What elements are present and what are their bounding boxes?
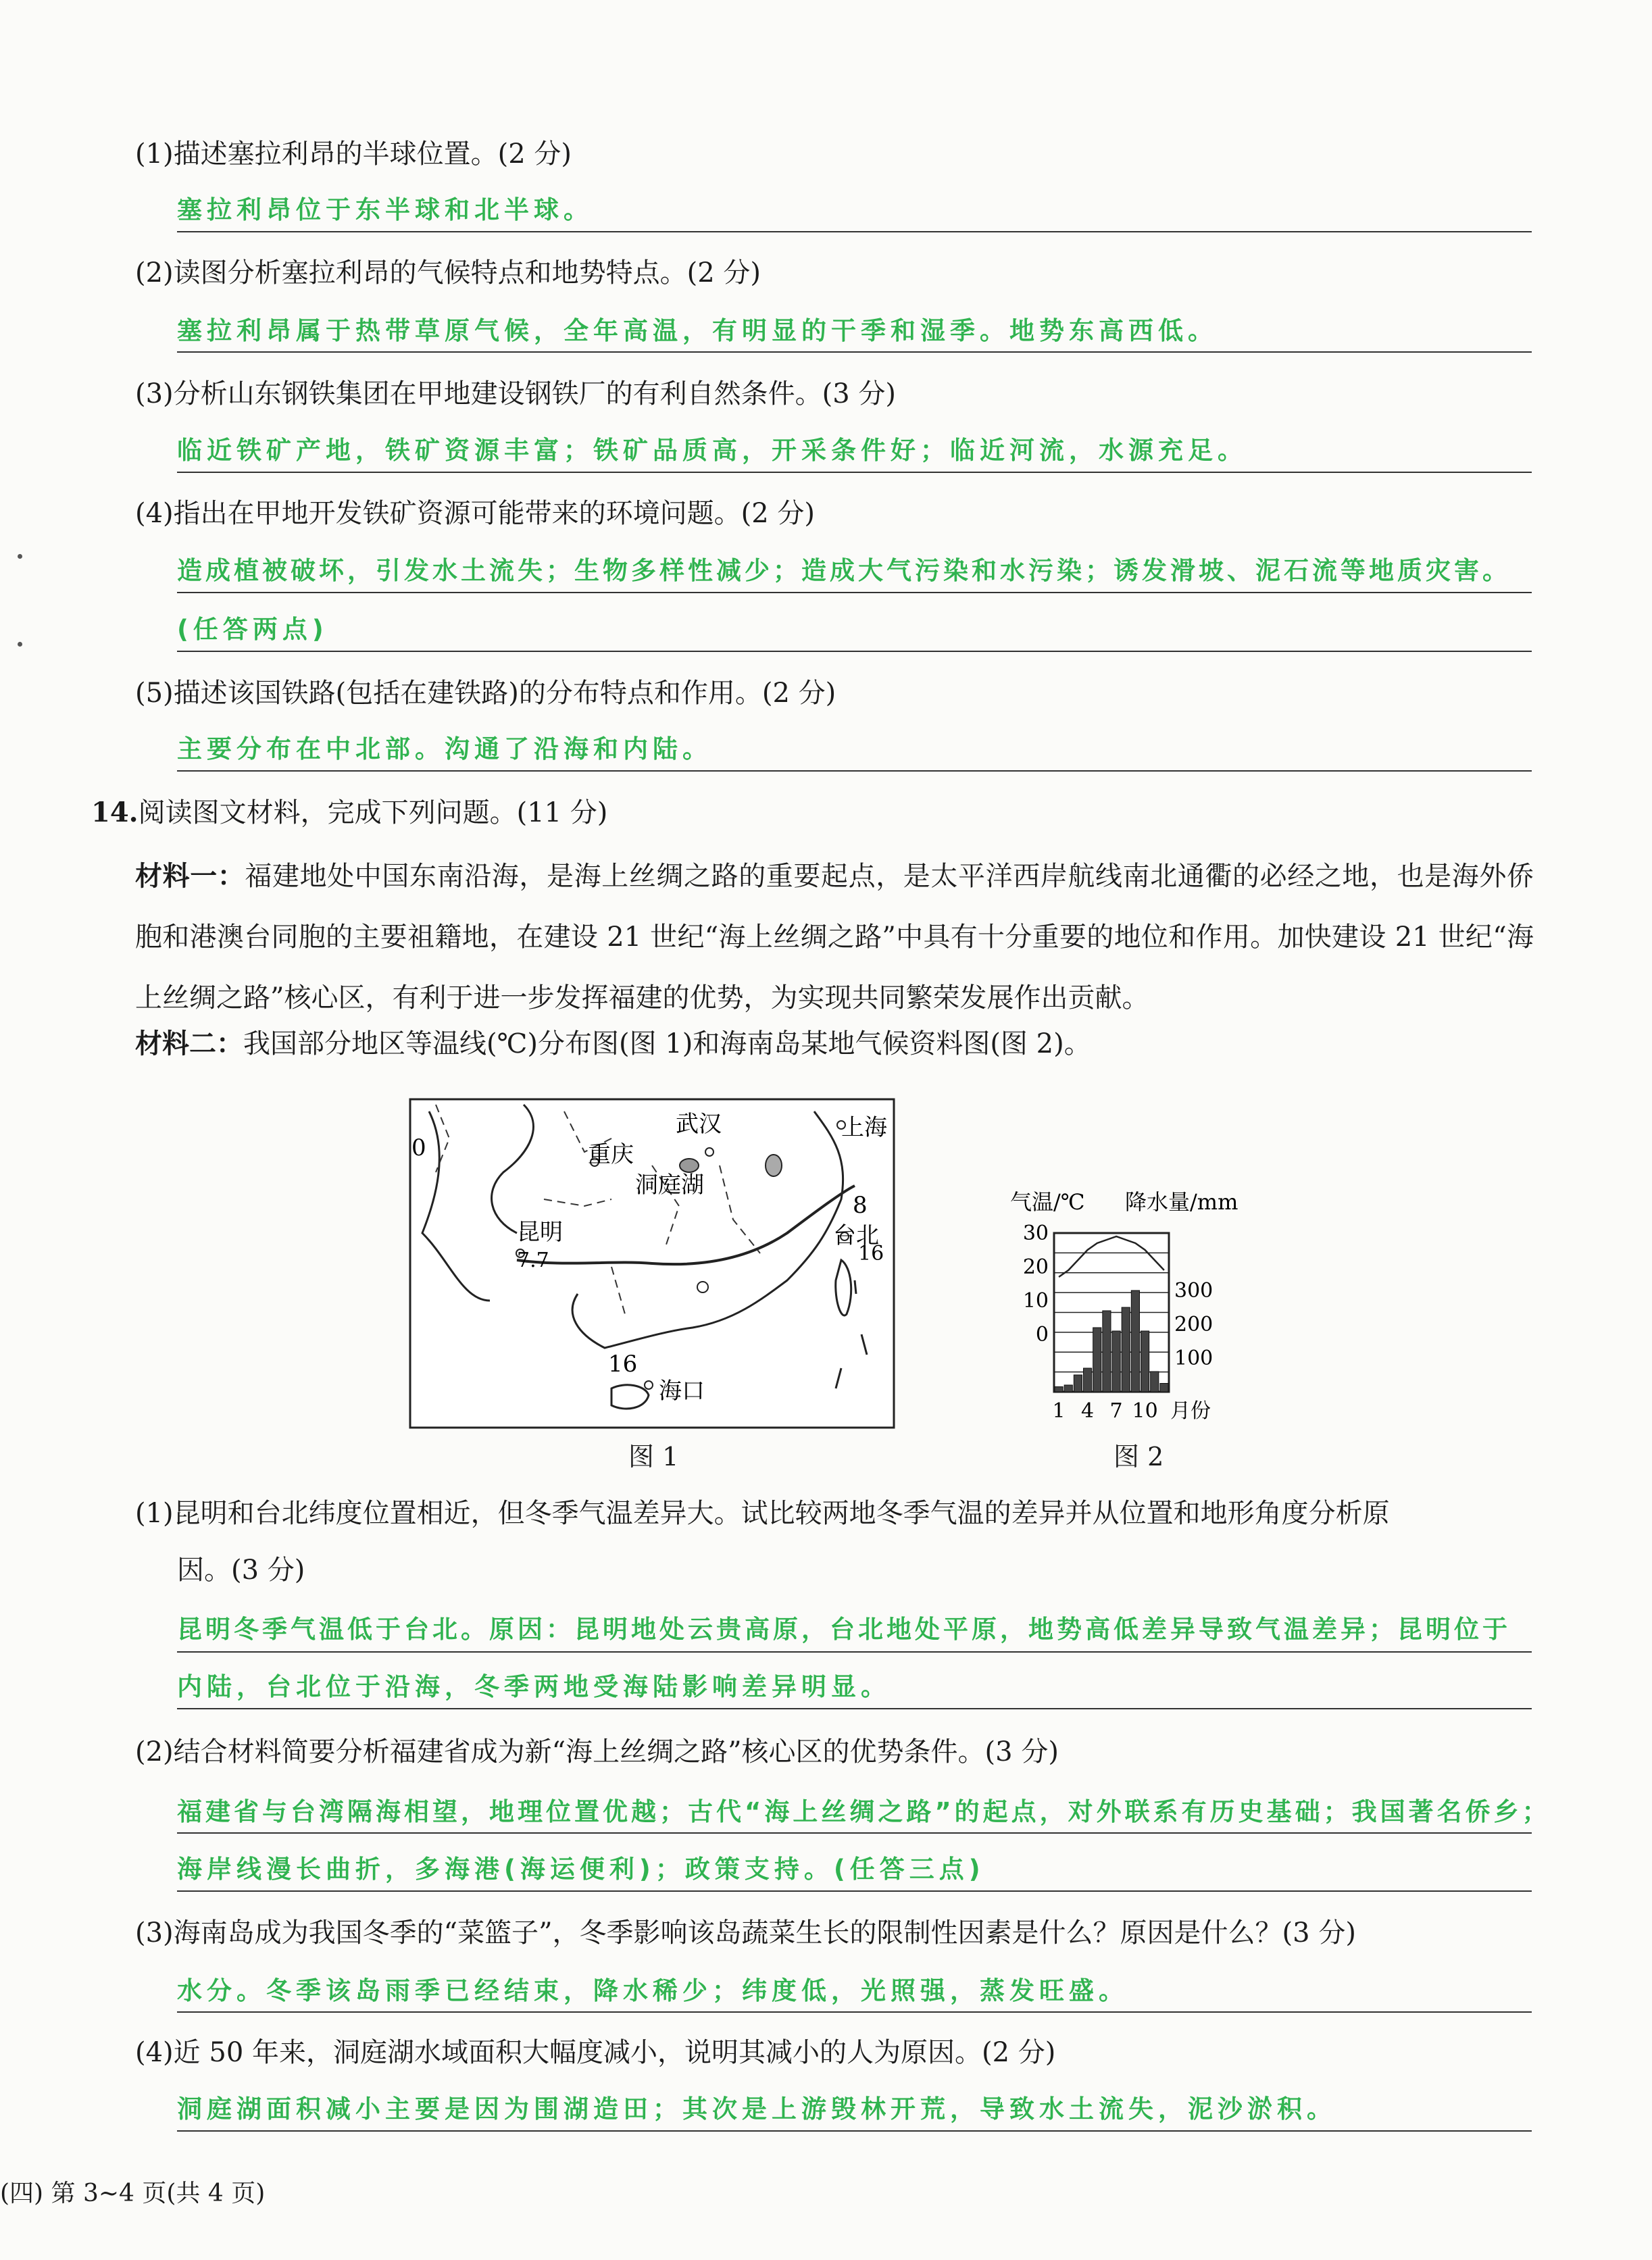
- precip-bar: [1151, 1372, 1159, 1392]
- figure-1-caption: 图 1: [628, 1442, 679, 1472]
- dongting-lake-shape: [680, 1159, 699, 1172]
- isotherm-value-7-7: 7.7: [517, 1249, 549, 1272]
- precip-tick-label: 300: [1174, 1279, 1213, 1303]
- q13-part4-question: (4)指出在甲地开发铁矿资源可能带来的环境问题。(2 分): [135, 498, 816, 529]
- label-kunming: 昆明: [517, 1219, 563, 1246]
- q14-part2-answer: 福建省与台湾隔海相望，地理位置优越；古代“海上丝绸之路”的起点，对外联系有历史基础；我国著名侨乡；: [177, 1797, 1551, 1826]
- q14-part1-answer: 昆明冬季气温低于台北。原因：昆明地处云贵高原，台北地处平原，地势高低差异导致气温差异；昆明位于: [177, 1615, 1511, 1644]
- answer-line: [177, 1651, 1532, 1653]
- label-haikou: 海口: [659, 1378, 705, 1405]
- precip-bar: [1122, 1307, 1130, 1392]
- answer-line: [177, 231, 1532, 232]
- precip-bar: [1074, 1375, 1082, 1392]
- temp-tick-label: 20: [1022, 1255, 1049, 1279]
- q13-part1-question: (1)描述塞拉利昂的半球位置。(2 分): [135, 139, 572, 170]
- temp-tick-label: 10: [1022, 1289, 1049, 1313]
- q13-part5-answer: 主要分布在中北部。沟通了沿海和内陆。: [177, 734, 712, 763]
- answer-line: [177, 351, 1532, 353]
- q13-part2-question: (2)读图分析塞拉利昂的气候特点和地势特点。(2 分): [135, 257, 761, 288]
- city-marker: [697, 1282, 708, 1292]
- label-dongting: 洞庭湖: [635, 1172, 704, 1199]
- precip-bar: [1103, 1311, 1111, 1392]
- precip-bar: [1160, 1384, 1168, 1392]
- q13-part5-question: (5)描述该国铁路(包括在建铁路)的分布特点和作用。(2 分): [135, 678, 836, 709]
- q14-part1-question-cont: 因。(3 分): [177, 1555, 305, 1586]
- climate-chart: [1007, 1169, 1277, 1429]
- material-two: [135, 1025, 1534, 1063]
- precip-bar: [1093, 1328, 1101, 1392]
- poyang-lake-shape: [766, 1155, 782, 1176]
- temp-tick-label: 0: [1035, 1323, 1049, 1347]
- material-one: [135, 846, 1534, 1028]
- answer-line: [177, 1832, 1532, 1834]
- q13-part3-answer: 临近铁矿产地，铁矿资源丰富；铁矿品质高，开采条件好；临近河流，水源充足。: [177, 436, 1247, 465]
- isotherm-value-16: 16: [858, 1242, 884, 1265]
- q13-part2-answer: 塞拉利昂属于热带草原气候，全年高温，有明显的干季和湿季。地势东高西低。: [177, 316, 1218, 345]
- q14-header: [91, 794, 607, 832]
- label-chongqing: 重庆: [588, 1141, 634, 1168]
- isotherm-map: [409, 1098, 895, 1429]
- q14-part4-question: (4)近 50 年来，洞庭湖水域面积大幅度减小，说明其减小的人为原因。(2 分): [135, 2037, 1056, 2068]
- answer-line: [177, 2130, 1532, 2132]
- answer-line: [177, 472, 1532, 473]
- q13-part1-answer: 塞拉利昂位于东半球和北半球。: [177, 195, 593, 224]
- q14-part1-answer-cont: 内陆，台北位于沿海，冬季两地受海陆影响差异明显。: [177, 1672, 891, 1701]
- precip-bar: [1055, 1387, 1063, 1392]
- x-axis-label: 月份: [1170, 1399, 1211, 1423]
- label-taipei: 台北: [833, 1222, 879, 1249]
- precip-bar: [1141, 1331, 1149, 1392]
- margin-dot: [18, 554, 22, 559]
- margin-dot: [18, 642, 22, 647]
- figure-2-caption: 图 2: [1113, 1442, 1164, 1472]
- material-one-text: 福建地处中国东南沿海，是海上丝绸之路的重要起点，是太平洋西岸航线南北通衢的必经之地，也是海外侨胞和港澳台同胞的主要祖籍地，在建设 21 世纪“海上丝绸之路”中具有十分重要的地位和作用。加快建设 21 世纪“海上丝绸之路”核心区，有利于进一步发挥福建的优势，为实现共同繁荣发展作出贡献。: [135, 861, 1534, 1013]
- label-wuhan: 武汉: [676, 1111, 722, 1138]
- q14-part2-answer-cont: 海岸线漫长曲折，多海港(海运便利)；政策支持。(任答三点): [177, 1855, 985, 1884]
- city-marker: [645, 1381, 653, 1389]
- answer-line: [177, 1708, 1532, 1709]
- right-axis-label: 降水量/mm: [1125, 1189, 1238, 1215]
- answer-line: [177, 651, 1532, 652]
- q14-part1-question: (1)昆明和台北纬度位置相近，但冬季气温差异大。试比较两地冬季气温的差异并从位置和地形角度分析原: [135, 1498, 1390, 1529]
- x-tick-label: 10: [1132, 1399, 1158, 1423]
- q13-part4-answer: 造成植被破坏，引发水土流失；生物多样性减少；造成大气污染和水污染；诱发滑坡、泥石流等地质灾害。: [177, 556, 1511, 585]
- isotherm-value-8: 8: [853, 1192, 868, 1219]
- temp-tick-label: 30: [1022, 1222, 1049, 1245]
- page-footer: (四) 第 3~4 页(共 4 页): [0, 2180, 266, 2207]
- answer-line: [177, 592, 1532, 593]
- isotherm-value-16-hainan: 16: [608, 1351, 638, 1378]
- precip-tick-label: 200: [1174, 1313, 1213, 1336]
- answer-line: [177, 2011, 1532, 2013]
- x-tick-label: 4: [1081, 1399, 1095, 1423]
- q14-part2-question: (2)结合材料简要分析福建省成为新“海上丝绸之路”核心区的优势条件。(3 分): [135, 1736, 1059, 1767]
- q14-part3-answer: 水分。冬季该岛雨季已经结束，降水稀少；纬度低，光照强，蒸发旺盛。: [177, 1976, 1128, 2005]
- label-shanghai: 上海: [841, 1114, 887, 1141]
- q14-number: 14.: [91, 797, 139, 828]
- city-marker: [705, 1148, 714, 1156]
- material-two-text: 我国部分地区等温线(℃)分布图(图 1)和海南岛某地气候资料图(图 2)。: [243, 1028, 1091, 1059]
- q13-part3-question: (3)分析山东钢铁集团在甲地建设钢铁厂的有利自然条件。(3 分): [135, 378, 897, 409]
- q14-intro: 阅读图文材料，完成下列问题。(11 分): [138, 797, 608, 828]
- material-two-label: 材料二：: [135, 1028, 243, 1059]
- isotherm-value-0: 0: [411, 1134, 426, 1161]
- answer-line: [177, 1890, 1532, 1892]
- precip-tick-label: 100: [1174, 1347, 1213, 1370]
- q13-part4-answer-note: (任答两点): [177, 615, 328, 644]
- precip-bar: [1112, 1331, 1120, 1392]
- precip-bar: [1084, 1368, 1092, 1392]
- x-tick-label: 1: [1052, 1399, 1066, 1423]
- answer-line: [177, 770, 1532, 772]
- x-tick-label: 7: [1109, 1399, 1123, 1423]
- material-one-label: 材料一：: [135, 860, 245, 892]
- left-axis-label: 气温/℃: [1010, 1189, 1085, 1215]
- q14-part3-question: (3)海南岛成为我国冬季的“菜篮子”，冬季影响该岛蔬菜生长的限制性因素是什么？原因是什么？(3 分): [135, 1917, 1356, 1949]
- q14-part4-answer: 洞庭湖面积减小主要是因为围湖造田；其次是上游毁林开荒，导致水土流失，泥沙淤积。: [177, 2094, 1336, 2124]
- precip-bar: [1131, 1290, 1139, 1392]
- precip-bar: [1064, 1385, 1072, 1392]
